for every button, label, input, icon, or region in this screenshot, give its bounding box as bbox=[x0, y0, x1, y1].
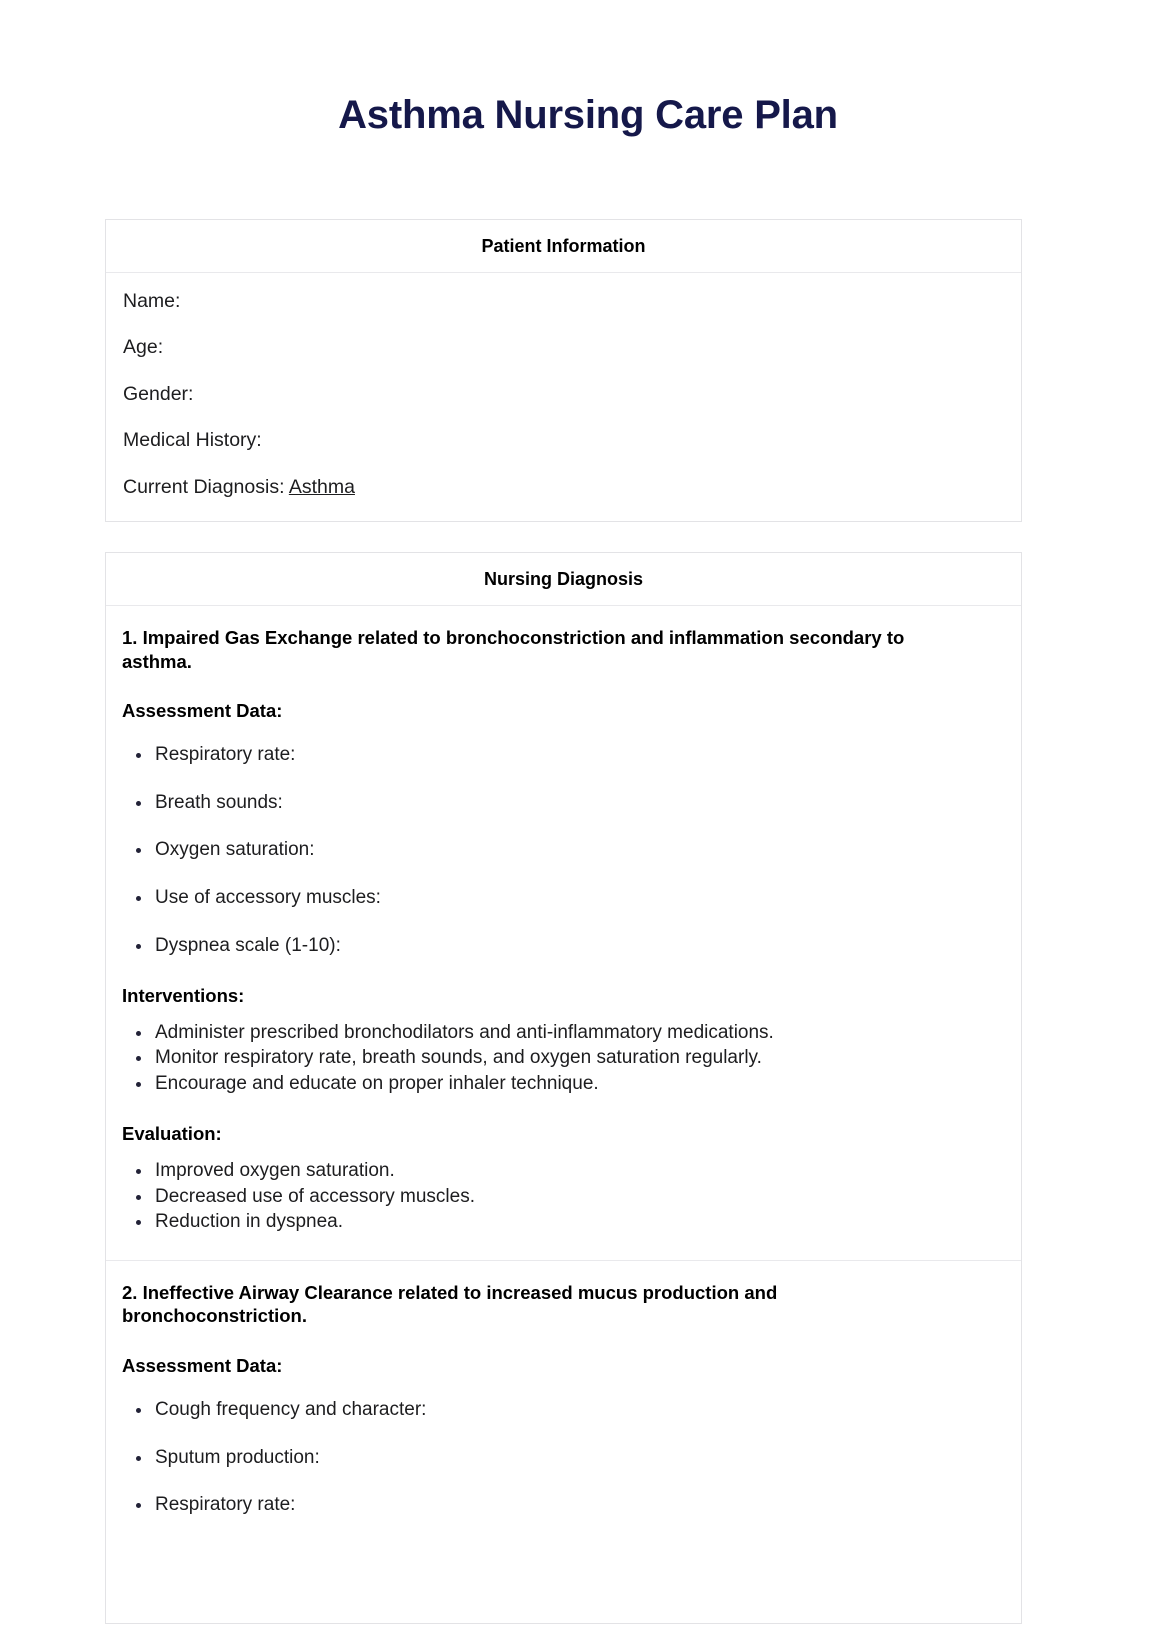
list-item: Administer prescribed bronchodilators and anti-inflammatory medications. bbox=[122, 1021, 1005, 1045]
list-item: Improved oxygen saturation. bbox=[122, 1159, 1005, 1183]
patient-field-name-label: Name: bbox=[123, 290, 181, 312]
diagnosis-1-interventions-label: Interventions: bbox=[122, 984, 245, 1006]
nursing-diagnosis-item-1 bbox=[106, 606, 1021, 1260]
diagnosis-1-interventions-list bbox=[122, 1021, 1005, 1096]
diagnosis-2-trailing-space bbox=[122, 1517, 1005, 1603]
list-item[interactable]: Respiratory rate: bbox=[122, 743, 1005, 767]
list-item[interactable]: Oxygen saturation: bbox=[122, 838, 1005, 862]
patient-field-medical-history-label: Medical History: bbox=[123, 429, 262, 452]
patient-field-gender bbox=[122, 384, 1005, 404]
patient-information-table bbox=[105, 219, 1022, 522]
diagnosis-1-assessment-list bbox=[122, 743, 1005, 958]
patient-field-medical-history bbox=[122, 430, 1005, 450]
diagnosis-2-title: 2. Ineffective Airway Clearance related to increased mucus production and bronchoconstriction. bbox=[122, 1282, 778, 1327]
diagnosis-1-title: 1. Impaired Gas Exchange related to bronchoconstriction and inflammation secondary to asthma. bbox=[122, 627, 905, 672]
diagnosis-2-assessment-label: Assessment Data: bbox=[122, 1354, 283, 1376]
patient-field-current-diagnosis-value[interactable]: Asthma bbox=[288, 475, 355, 498]
list-item[interactable]: Sputum production: bbox=[122, 1446, 1005, 1470]
patient-field-name bbox=[122, 291, 1005, 311]
list-item[interactable]: Breath sounds: bbox=[122, 791, 1005, 815]
nursing-diagnosis-table bbox=[105, 552, 1022, 1624]
list-item[interactable]: Respiratory rate: bbox=[122, 1493, 1005, 1517]
patient-information-header: Patient Information bbox=[106, 220, 1021, 273]
patient-field-age bbox=[122, 337, 1005, 357]
list-item[interactable]: Use of accessory muscles: bbox=[122, 886, 1005, 910]
patient-field-gender-label: Gender: bbox=[123, 382, 194, 405]
patient-field-current-diagnosis bbox=[122, 477, 1005, 497]
page-title: Asthma Nursing Care Plan bbox=[338, 93, 838, 137]
list-item: Reduction in dyspnea. bbox=[122, 1210, 1005, 1234]
list-item: Monitor respiratory rate, breath sounds, and oxygen saturation regularly. bbox=[122, 1046, 1005, 1070]
patient-field-age-label: Age: bbox=[123, 336, 164, 359]
list-item[interactable]: Dyspnea scale (1-10): bbox=[122, 934, 1005, 958]
list-item: Encourage and educate on proper inhaler technique. bbox=[122, 1072, 1005, 1096]
diagnosis-2-assessment-list bbox=[122, 1398, 1005, 1517]
diagnosis-1-evaluation-list bbox=[122, 1159, 1005, 1234]
nursing-diagnosis-header: Nursing Diagnosis bbox=[106, 553, 1021, 606]
diagnosis-1-assessment-label: Assessment Data: bbox=[122, 699, 283, 721]
patient-information-body bbox=[106, 273, 1021, 521]
diagnosis-1-evaluation-label: Evaluation: bbox=[122, 1122, 222, 1144]
list-item[interactable]: Cough frequency and character: bbox=[122, 1398, 1005, 1422]
patient-field-current-diagnosis-label: Current Diagnosis: bbox=[123, 475, 285, 498]
list-item: Decreased use of accessory muscles. bbox=[122, 1185, 1005, 1209]
nursing-diagnosis-item-2 bbox=[106, 1260, 1021, 1623]
